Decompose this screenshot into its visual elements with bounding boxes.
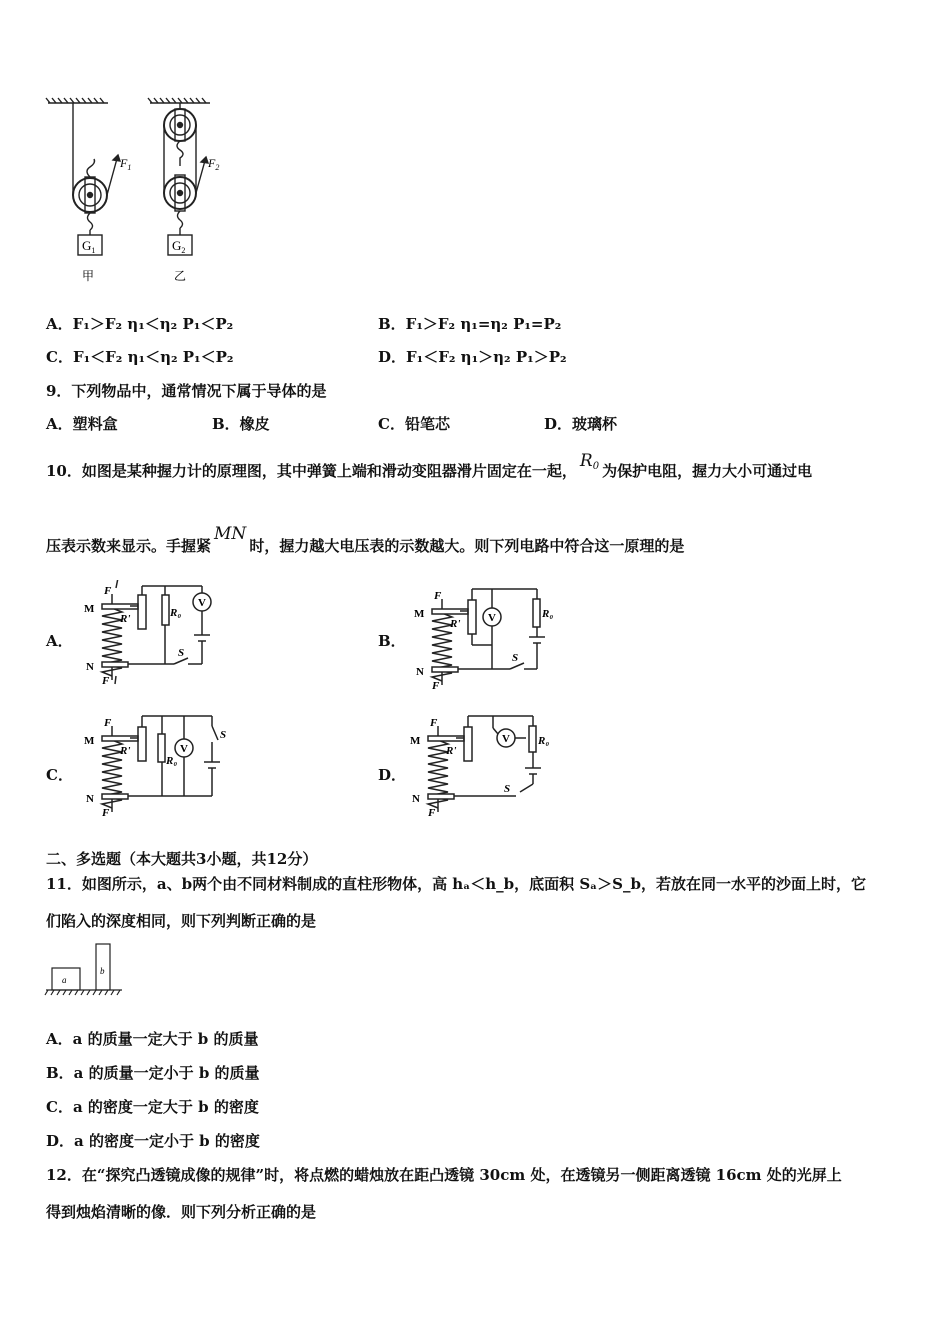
circuit-d[interactable] xyxy=(408,712,558,822)
q10-option-a-label[interactable]: A． xyxy=(46,632,73,650)
circuit-b-v: V xyxy=(488,612,496,624)
circuit-a-r0: R₀ xyxy=(170,607,182,619)
circuit-a[interactable] xyxy=(82,580,222,690)
circuit-a-n: N xyxy=(86,661,94,673)
q12-stem-line1: 12．在“探究凸透镜成像的规律”时，将点燃的蜡烛放在距凸透镜 30cm 处，在透镜另一侧距离透镜 16cm 处的光屏上 xyxy=(46,1166,842,1184)
circuit-d-n: N xyxy=(412,793,420,805)
circuit-b-m: M xyxy=(414,608,425,620)
q9-option-b[interactable]: B．橡皮 xyxy=(212,415,270,433)
circuit-b-s: S xyxy=(512,652,519,664)
circuit-d-s: S xyxy=(504,783,511,795)
circuit-c-f-bot: F xyxy=(102,807,110,819)
q12-stem-line2: 得到烛焰清晰的像．则下列分析正确的是 xyxy=(46,1203,317,1221)
caption-jia: 甲 xyxy=(82,269,95,283)
circuit-b-n: N xyxy=(416,666,424,678)
q10-option-c-label[interactable]: C． xyxy=(46,766,73,784)
q8-option-a[interactable]: A．F₁＞F₂ η₁＜η₂ P₁＜P₂ xyxy=(46,315,234,333)
q10-option-b-label[interactable]: B． xyxy=(378,632,406,650)
circuit-b-f-top: F xyxy=(434,590,442,602)
q11-fig-b: b xyxy=(100,966,105,976)
q9-stem: 9．下列物品中，通常情况下属于导体的是 xyxy=(46,382,327,400)
q10-stem-line1: 10．如图是某种握力计的原理图，其中弹簧上端和滑动变阻器滑片固定在一起， $R_0$ 为保护电阻，握力大小可通过电 xyxy=(46,451,813,480)
circuit-c-v: V xyxy=(180,743,188,755)
circuit-c-m: M xyxy=(84,735,95,747)
q11-option-d[interactable]: D．a 的密度一定小于 b 的密度 xyxy=(46,1132,260,1150)
g1-label: $G_1$ xyxy=(82,238,96,255)
circuit-c-f-top: F xyxy=(104,717,112,729)
circuit-d-m: M xyxy=(410,735,421,747)
q11-stem-line1: 11．如图所示，a、b两个由不同材料制成的直柱形物体，高 hₐ＜h_b，底面积 Sₐ＞S_b，若放在同一水平的沙面上时，它 xyxy=(46,875,866,893)
circuit-a-s: S xyxy=(178,647,185,659)
circuit-d-r0: R₀ xyxy=(538,735,550,747)
q8-option-b[interactable]: B．F₁＞F₂ η₁=η₂ P₁=P₂ xyxy=(378,315,562,333)
q10-stem-line2: 压表示数来显示。手握紧MN时，握力越大电压表的示数越大。则下列电路中符合这一原理的是 xyxy=(46,524,685,555)
circuit-a-v: V xyxy=(198,597,206,609)
circuit-c-r0: R₀ xyxy=(166,755,178,767)
circuit-b-r: R' xyxy=(450,618,461,630)
caption-yi: 乙 xyxy=(174,269,187,283)
circuit-d-f-top: F xyxy=(430,717,438,729)
f1-label: $F_1$ xyxy=(120,156,132,172)
g2-label: $G_2$ xyxy=(172,238,186,255)
q11-option-c[interactable]: C．a 的密度一定大于 b 的密度 xyxy=(46,1098,259,1116)
circuit-a-f-bot: F xyxy=(102,675,110,687)
q10-option-d-label[interactable]: D． xyxy=(378,766,407,784)
circuit-b-r0: R₀ xyxy=(542,608,554,620)
circuit-a-m: M xyxy=(84,603,95,615)
q8-option-c[interactable]: C．F₁＜F₂ η₁＜η₂ P₁＜P₂ xyxy=(46,348,234,366)
circuit-c-n: N xyxy=(86,793,94,805)
section-2-heading: 二、多选题（本大题共3小题，共12分） xyxy=(46,850,318,868)
circuit-c-r: R' xyxy=(120,745,131,757)
circuit-c-s: S xyxy=(220,729,227,741)
circuit-c[interactable] xyxy=(82,712,232,822)
q11-fig-a: a xyxy=(62,975,67,985)
q9-option-d[interactable]: D．玻璃杯 xyxy=(544,415,618,433)
circuit-d-f-bot: F xyxy=(428,807,436,819)
q9-option-c[interactable]: C．铅笔芯 xyxy=(378,415,450,433)
circuit-d-v: V xyxy=(502,733,510,745)
circuit-d-r: R' xyxy=(446,745,457,757)
circuit-a-r: R' xyxy=(120,613,131,625)
q9-option-a[interactable]: A．塑料盒 xyxy=(46,415,118,433)
q8-option-d[interactable]: D．F₁＜F₂ η₁＞η₂ P₁＞P₂ xyxy=(378,348,567,366)
circuit-b[interactable] xyxy=(412,585,562,695)
pulley-figure xyxy=(40,95,240,290)
circuit-a-f-top: F xyxy=(104,585,112,597)
f2-label: $F_2$ xyxy=(208,156,220,172)
q11-option-a[interactable]: A．a 的质量一定大于 b 的质量 xyxy=(46,1030,259,1048)
q11-figure xyxy=(44,938,124,1000)
circuit-b-f-bot: F xyxy=(432,680,440,692)
q11-option-b[interactable]: B．a 的质量一定小于 b 的质量 xyxy=(46,1064,260,1082)
q11-stem-line2: 们陷入的深度相同，则下列判断正确的是 xyxy=(46,912,317,930)
